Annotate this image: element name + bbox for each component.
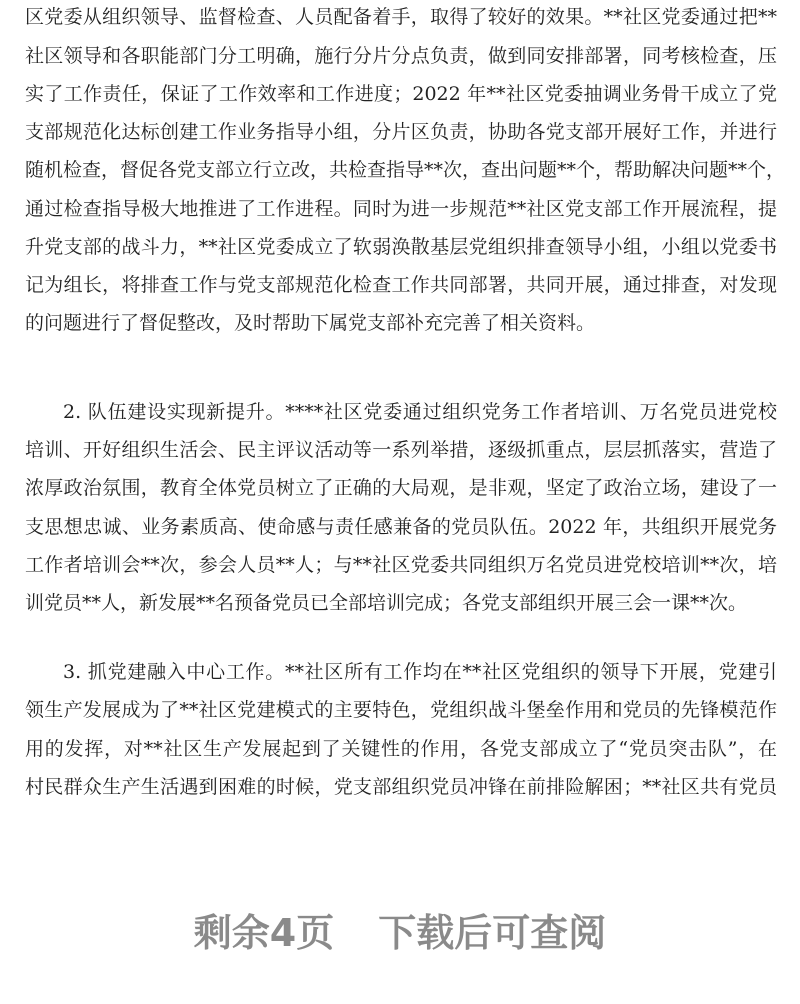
text-line: 通过检查指导极大地推进了工作进程。同时为进一步规范**社区党支部工作开展流程，提 bbox=[25, 198, 777, 220]
text-line: 实了工作责任，保证了工作效率和工作进度；2022 年**社区党委抽调业务骨干成立了党 bbox=[25, 83, 777, 105]
text-line: 培训、开好组织生活会、民主评议活动等一系列举措，逐级抓重点，层层抓落实，营造了 bbox=[25, 439, 777, 461]
text-line: 训党员**人，新发展**名预备党员已全部培训完成；各党支部组织开展三会一课**次。 bbox=[25, 592, 748, 614]
text-line: 随机检查，督促各党支部立行立改，共检查指导**次，查出问题**个，帮助解决问题**个， bbox=[25, 159, 786, 181]
text-line: 支部规范化达标创建工作业务指导小组，分片区负责，协助各党支部开展好工作，并进行 bbox=[25, 121, 777, 143]
text-line: 社区领导和各职能部门分工明确，施行分片分点负责，做到同安排部署，同考核检查，压 bbox=[25, 45, 777, 67]
download-to-view-label[interactable]: 下载后可查阅 bbox=[378, 911, 607, 955]
remaining-pages-label: 剩余4页 bbox=[193, 911, 335, 955]
text-line: 3. 抓党建融入中心工作。**社区所有工作均在**社区党组织的领导下开展，党建引 bbox=[63, 661, 777, 683]
text-line: 记为组长，将排查工作与党支部规范化检查工作共同部署，共同开展，通过排查，对发现 bbox=[25, 274, 777, 296]
text-line: 2. 队伍建设实现新提升。****社区党委通过组织党务工作者培训、万名党员进党校 bbox=[63, 401, 777, 423]
text-line: 工作者培训会**次，参会人员**人；与**社区党委共同组织万名党员进党校培训**次，培 bbox=[25, 554, 777, 576]
text-line: 升党支部的战斗力，**社区党委成立了软弱涣散基层党组织排查领导小组，小组以党委书 bbox=[25, 236, 777, 258]
download-prompt[interactable] bbox=[0, 902, 800, 957]
text-line: 村民群众生产生活遇到困难的时候，党支部组织党员冲锋在前排险解困；**社区共有党员 bbox=[25, 776, 777, 798]
text-line: 的问题进行了督促整改，及时帮助下属党支部补充完善了相关资料。 bbox=[25, 312, 596, 334]
text-line: 领生产发展成为了**社区党建模式的主要特色，党组织战斗堡垒作用和党员的先锋模范作 bbox=[25, 699, 777, 721]
text-line: 用的发挥，对**社区生产发展起到了关键性的作用，各党支部成立了“党员突击队”，在 bbox=[25, 738, 777, 760]
text-line: 区党委从组织领导、监督检查、人员配备着手，取得了较好的效果。**社区党委通过把** bbox=[25, 6, 777, 28]
text-line: 支思想忠诚、业务素质高、使命感与责任感兼备的党员队伍。2022 年，共组织开展党务 bbox=[25, 516, 777, 538]
text-line: 浓厚政治氛围，教育全体党员树立了正确的大局观，是非观，坚定了政治立场，建设了一 bbox=[25, 477, 777, 499]
